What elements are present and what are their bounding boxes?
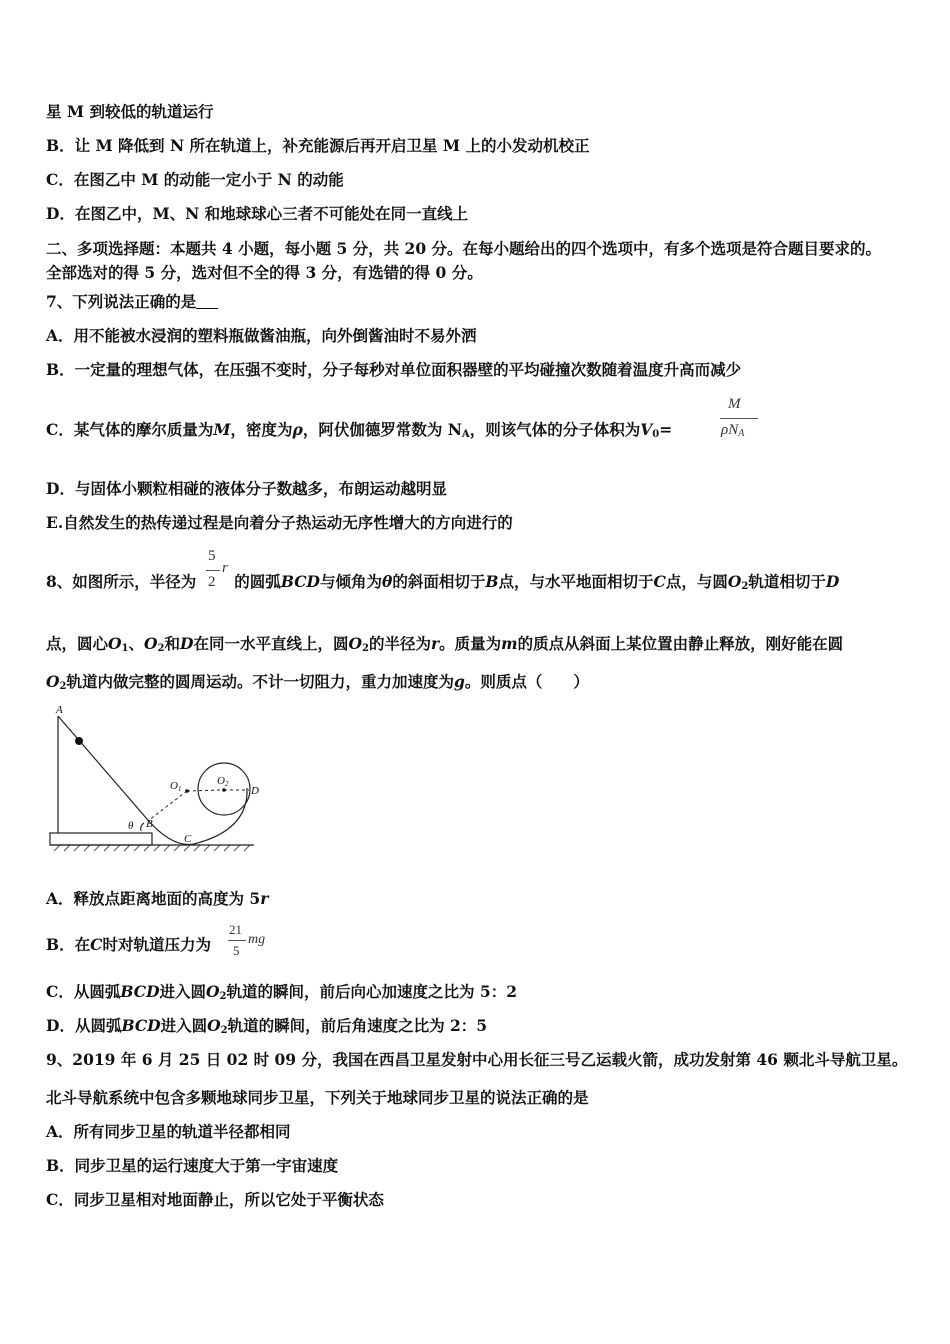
theta-arc [141, 823, 144, 831]
q8-u2: O [108, 634, 122, 653]
q8-stem-line3 [46, 672, 589, 697]
q7-stem [46, 292, 218, 312]
q8c-t1: C．从圆弧 [46, 982, 121, 1001]
q8-stem-line1 [46, 572, 839, 597]
q8-t4: 与倾角为 [319, 572, 382, 591]
q8-option-a [46, 889, 268, 909]
q8-u7: 和 [164, 634, 181, 653]
q8-u13: r [430, 634, 440, 653]
q8a-text: A．释放点距离地面的高度为 5 [46, 889, 261, 908]
label-o1-sub: 1 [177, 785, 182, 793]
q8-u3: 1 [121, 643, 129, 654]
q7c-V-sub: 0 [652, 429, 660, 440]
section2-heading-line1: 二、多项选择题：本题共 4 小题，每小题 5 分，共 20 分。在每小题给出的四个选项中，有多个选项是符合题目要求的。 [46, 239, 882, 258]
q8c-t2: 进入圆 [159, 982, 207, 1001]
q8c-O: O [206, 982, 220, 1001]
q8-u14: 。质量为 [439, 634, 502, 653]
q7c-equals: = [659, 420, 673, 439]
q8-t5: θ [382, 572, 393, 591]
q8-option-d [46, 1016, 487, 1041]
q8c-t3: 轨道的瞬间，前后向心加速度之比为 5：2 [226, 982, 517, 1001]
q8-fraction-bar [206, 570, 220, 571]
q6-option-d: D．在图乙中，M、N 和地球球心三者不可能处在同一直线上 [46, 204, 469, 223]
q8d-sub: 2 [220, 1025, 228, 1036]
q8d-t1: D．从圆弧 [46, 1016, 122, 1035]
q8-t13: 轨道相切于 [748, 572, 826, 591]
q9-option-b: B．同步卫星的运行速度大于第一宇宙速度 [46, 1156, 339, 1175]
incline-slope [58, 716, 147, 819]
base-block [50, 833, 152, 845]
q8-t6: 的斜面相切于 [392, 572, 486, 591]
q7-frac-den-text: ρN [721, 422, 739, 438]
q8b-C: C [90, 935, 103, 954]
q8c-bcd: BCD [120, 982, 160, 1001]
section2-heading-line2: 全部选对的得 5 分，选对但不全的得 3 分，有选错的得 0 分。 [46, 263, 483, 282]
q8-u12: 的半径为 [368, 634, 431, 653]
label-o2-sub: 2 [224, 780, 229, 788]
q9-option-c: C．同步卫星相对地面静止，所以它处于平衡状态 [46, 1190, 384, 1209]
q7-option-a: A．用不能被水浸润的塑料瓶做酱油瓶，向外倒酱油时不易外洒 [46, 326, 477, 345]
q8-option-c [46, 982, 517, 1007]
q7-option-b: B．一定量的理想气体，在压强不变时，分子每秒对单位面积器壁的平均碰撞次数随着温度升高而减少 [46, 360, 742, 379]
q7c-V: V [640, 420, 653, 439]
arc-bcd [147, 788, 247, 844]
dashed-o1-o2 [187, 790, 222, 791]
q7-option-d: D．与固体小颗粒相碰的液体分子数越多，布朗运动越明显 [46, 479, 447, 498]
q6-option-c: C．在图乙中 M 的动能一定小于 N 的动能 [46, 170, 344, 189]
label-a: A [56, 704, 63, 716]
q8b-fraction-denominator: 5 [233, 943, 240, 958]
q8b-fraction-numerator: 21 [229, 922, 242, 937]
q8-u6: 2 [157, 643, 165, 654]
q8-t9: C [653, 572, 666, 591]
q8-u1: 点，圆心 [46, 634, 109, 653]
q8-u15: m [501, 634, 518, 653]
q8-u8: D [180, 634, 194, 653]
q8-v3: 轨道内做完整的圆周运动。不计一切阻力，重力加速度为 [66, 672, 454, 691]
q8d-t3: 轨道的瞬间，前后角速度之比为 2：5 [227, 1016, 488, 1035]
q8-t1: 8、如图所示，半径为 [46, 572, 197, 591]
q7-option-c [46, 420, 672, 445]
q8c-sub: 2 [219, 991, 227, 1002]
q8-t8: 点，与水平地面相切于 [498, 572, 654, 591]
q8-t14: D [825, 572, 840, 591]
q9-stem-line1: 9、2019 年 6 月 25 日 02 时 09 分，我国在西昌卫星发射中心用长征三号乙运载火箭，成功发射第 46 颗北斗导航卫星。 [46, 1050, 908, 1069]
q7-option-e: E.自然发生的热传递过程是向着分子热运动无序性增大的方向进行的 [46, 513, 513, 532]
q9-option-a: A．所有同步卫星的轨道半径都相同 [46, 1122, 291, 1141]
q8-fraction-r: r [222, 560, 228, 576]
q8-t10: 点，与圆 [665, 572, 728, 591]
o1-point [185, 789, 189, 793]
q8-v2: 2 [59, 681, 67, 692]
q7c-text4: ，则该气体的分子体积为 [469, 420, 641, 439]
q8-u4: 、 [128, 634, 145, 653]
q8d-bcd: BCD [121, 1016, 161, 1035]
label-o2 [217, 775, 229, 788]
q8-u16: 的质点从斜面上某位置由静止释放，刚好能在圆 [517, 634, 844, 653]
dashed-o1-b [149, 791, 187, 820]
q6-option-b: B．让 M 降低到 N 所在轨道上，补充能源后再开启卫星 M 上的小发动机校正 [46, 136, 590, 155]
q8-u10: O [348, 634, 362, 653]
label-c: C [184, 833, 192, 845]
q8-u5: O [144, 634, 158, 653]
q8-u9: 在同一水平直线上，圆 [193, 634, 349, 653]
q8d-O: O [207, 1016, 221, 1035]
q8-v4: g [454, 672, 465, 691]
q7-frac-den-sub: A [738, 428, 745, 439]
q7c-text1: C．某气体的摩尔质量为 [46, 420, 214, 439]
q9-stem-line2: 北斗导航系统中包含多颗地球同步卫星，下列关于地球同步卫星的说法正确的是 [46, 1088, 589, 1107]
q8b-t2: 时对轨道压力为 [102, 935, 211, 954]
q8-t11: O [727, 572, 742, 591]
label-o1-letter: O [170, 780, 178, 792]
q7c-text3: ，阿伏伽德罗常数为 N [302, 420, 462, 439]
label-theta: θ [128, 820, 134, 832]
q7-fraction-numerator: M [728, 396, 741, 412]
label-o2-letter: O [217, 775, 225, 787]
q8-t12: 2 [741, 581, 749, 592]
mass-point [75, 737, 83, 745]
q8-figure [44, 702, 274, 862]
q8-fraction-numerator: 5 [208, 548, 216, 564]
q7-fraction-denominator [721, 422, 744, 439]
label-o1 [170, 780, 181, 793]
q7c-text2: ，密度为 [230, 420, 293, 439]
q7-stem-text: 7、下列说法正确的是 [46, 292, 197, 311]
q8a-r: r [260, 889, 269, 908]
q8b-t1: B．在 [46, 935, 91, 954]
q8-option-b [46, 935, 211, 955]
q8-v1: O [46, 672, 60, 691]
q8-u11: 2 [362, 643, 369, 654]
q8-v5: 。则质点（ ） [464, 672, 589, 691]
o2-point [222, 788, 226, 792]
label-d: D [251, 785, 259, 797]
q8b-mg: mg [248, 932, 266, 947]
q7-fraction-bar [720, 418, 758, 419]
q8-t2: 的圆弧 [234, 572, 281, 591]
q8-t7: B [485, 572, 499, 591]
q8d-t2: 进入圆 [160, 1016, 208, 1035]
q8-t3: BCD [280, 572, 320, 591]
q6-tail: 星 M 到较低的轨道运行 [46, 102, 214, 121]
q8-fraction-denominator: 2 [208, 574, 216, 590]
q8-stem-line2 [46, 634, 843, 659]
q8b-fraction-bar [228, 940, 246, 941]
q7c-A-sub: A [461, 429, 470, 440]
answer-blank [196, 294, 218, 309]
label-b: B [146, 818, 153, 830]
q7c-M: M [213, 420, 231, 439]
q7c-rho: ρ [292, 420, 303, 439]
